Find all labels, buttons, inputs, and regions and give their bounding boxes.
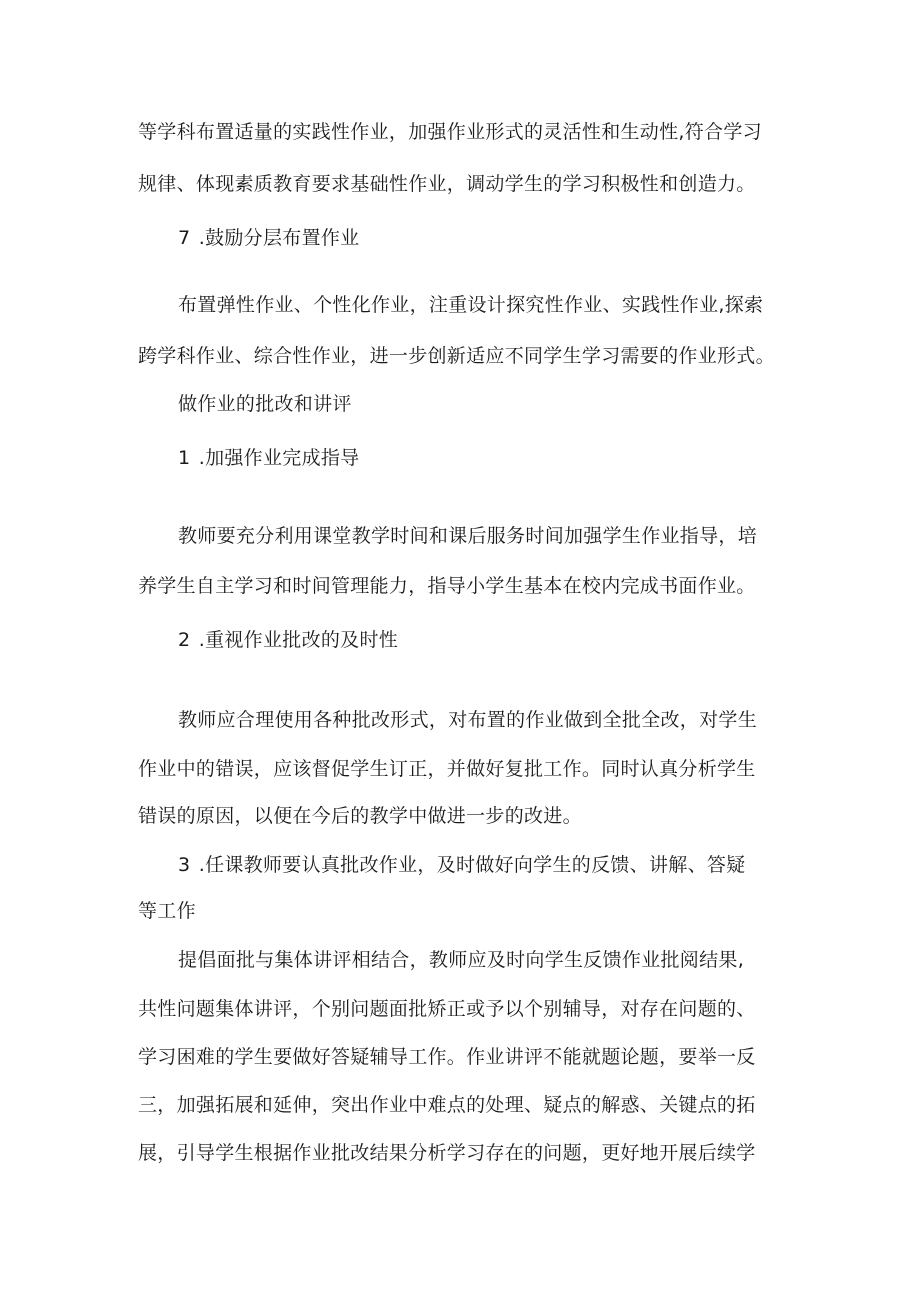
paragraph-line: 等学科布置适量的实践性作业，加强作业形式的灵活性和生动性,符合学习 <box>138 121 762 143</box>
paragraph-line: 布置弹性作业、个性化作业，注重设计探究性作业、实践性作业,探索 <box>178 294 764 316</box>
paragraph-line: 教师要充分利用课堂教学时间和课后服务时间加强学生作业指导，培 <box>178 525 758 547</box>
paragraph-line: 跨学科作业、综合性作业，进一步创新适应不同学生学习需要的作业形式。 <box>138 345 775 367</box>
paragraph-line: 错误的原因，以便在今后的教学中做进一步的改进。 <box>138 805 582 827</box>
section-heading: 3 .任课教师要认真批改作业，及时做好向学生的反馈、讲解、答疑 <box>178 854 746 876</box>
section-heading: 1 .加强作业完成指导 <box>178 447 360 469</box>
paragraph-line: 养学生自主学习和时间管理能力，指导小学生基本在校内完成书面作业。 <box>138 575 756 597</box>
section-heading: 做作业的批改和讲评 <box>178 393 352 415</box>
paragraph-line: 三，加强拓展和延伸，突出作业中难点的处理、疑点的解惑、关键点的拓 <box>138 1094 756 1116</box>
paragraph-line: 共性问题集体讲评，个别问题面批矫正或予以个别辅导，对存在问题的、 <box>138 998 756 1020</box>
paragraph-line: 展，引导学生根据作业批改结果分析学习存在的问题，更好地开展后续学 <box>138 1142 756 1164</box>
paragraph-line: 教师应合理使用各种批改形式，对布置的作业做到全批全改，对学生 <box>178 709 758 731</box>
section-heading: 2 .重视作业批改的及时性 <box>178 629 399 651</box>
paragraph-line: 学习困难的学生要做好答疑辅导工作。作业讲评不能就题论题，要举一反 <box>138 1046 756 1068</box>
section-heading: 7 .鼓励分层布置作业 <box>178 227 360 249</box>
paragraph-line: 规律、体现素质教育要求基础性作业，调动学生的学习积极性和创造力。 <box>138 173 756 195</box>
paragraph-line: 作业中的错误，应该督促学生订正，并做好复批工作。同时认真分析学生 <box>138 758 756 780</box>
section-heading-continuation: 等工作 <box>138 900 196 922</box>
paragraph-line: 提倡面批与集体讲评相结合，教师应及时向学生反馈作业批阅结果, <box>178 949 745 971</box>
